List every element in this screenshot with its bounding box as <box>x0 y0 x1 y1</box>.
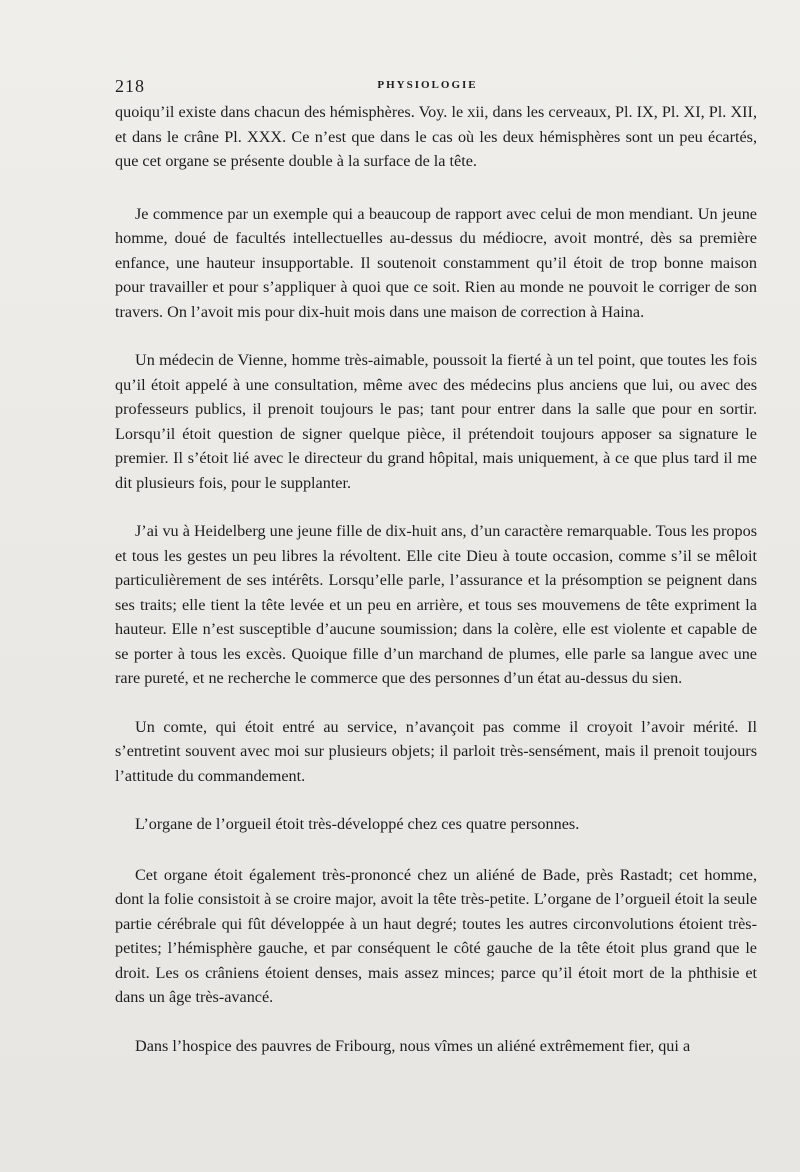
paragraph: Je commence par un exemple qui a beaucoup de rapport avec celui de mon mendiant. Un jeune homme, doué de facultés intellectuelles au-dessus du médiocre, avoit montré, dès sa première enfance, une hauteur insupportable. Il soutenoit constamment qu’il étoit de trop bonne maison pour travailler et pour s’appliquer à quoi que ce soit. Rien au monde ne pouvoit le corriger de son travers. On l’avoit mis pour dix-huit mois dans une maison de correction à Haina. <box>115 204 757 321</box>
paragraph: J’ai vu à Heidelberg une jeune fille de dix-huit ans, d’un caractère remarquable. Tous les propos et tous les gestes un peu libres la révoltent. Elle cite Dieu à toute occasion, comme s’il se mêloit particulièrement de ses intérêts. Lorsqu’elle parle, l’assurance et la présomption se peignent dans ses traits; elle tient la tête levée et un peu en arrière, et tous ses mouvemens de tête expriment la hauteur. Elle n’est susceptible d’aucune soumission; dans la colère, elle est violente et capable de se porter à tous les excès. Quoique fille d’un marchand de plumes, elle parle sa langue avec une rare pureté, et ne recherche le commerce que des personnes d’un état au-dessus du sien. <box>115 522 757 687</box>
paragraph: L’organe de l’orgueil étoit très-développé chez ces quatre personnes. <box>135 815 580 833</box>
page-header <box>115 76 740 100</box>
page-number: 218 <box>115 76 145 96</box>
running-title: PHYSIOLOGIE <box>377 79 478 91</box>
paragraph-continuation: quoiqu’il existe dans chacun des hémisphères. Voy. le xii, dans les cerveaux, Pl. IX, Pl. XI, Pl. XII, et dans le crâne Pl. XXX. Ce n’est que dans le cas où les deux hémisphères sont un peu écartés, que cet organe se présente double à la surface de la tête. <box>115 103 757 170</box>
paragraph: Dans l’hospice des pauvres de Fribourg, nous vîmes un aliéné extrêmement fier, qui a <box>135 1036 691 1055</box>
paragraph: Un comte, qui étoit entré au service, n’avançoit pas comme il croyoit l’avoir mérité. Il s’entretint souvent avec moi sur plusieurs objets; il parloit très-sensément, mais il prenoit toujours l’attitude du commandement. <box>115 717 757 785</box>
paragraph: Un médecin de Vienne, homme très-aimable, poussoit la fierté à un tel point, que toutes les fois qu’il étoit appelé à une consultation, même avec des médecins plus anciens que lui, ou avec des professeurs publics, il prenoit toujours le pas; tant pour entrer dans la salle que pour en sortir. Lorsqu’il étoit question de signer quelque pièce, il prétendoit toujours apposer sa signature le premier. Il s’étoit lié avec le directeur du grand hôpital, mais uniquement, à ce que plus tard il me dit plusieurs fois, pour le supplanter. <box>115 351 757 492</box>
paragraph: Cet organe étoit également très-prononcé chez un aliéné de Bade, près Rastadt; cet homme, dont la folie consistoit à se croire major, avoit la tête très-petite. L’organe de l’orgueil étoit la seule partie cérébrale qui fût développée à un haut degré; toutes les autres circonvolutions étoient très-petites; l’hémisphère gauche, et par conséquent le côté gauche de la tête étoit plus grand que le droit. Les os crâniens étoient denses, mais assez minces; parce qu’il étoit mort de la phthisie et dans un âge très-avancé. <box>115 865 757 1006</box>
body-text <box>115 100 757 1058</box>
